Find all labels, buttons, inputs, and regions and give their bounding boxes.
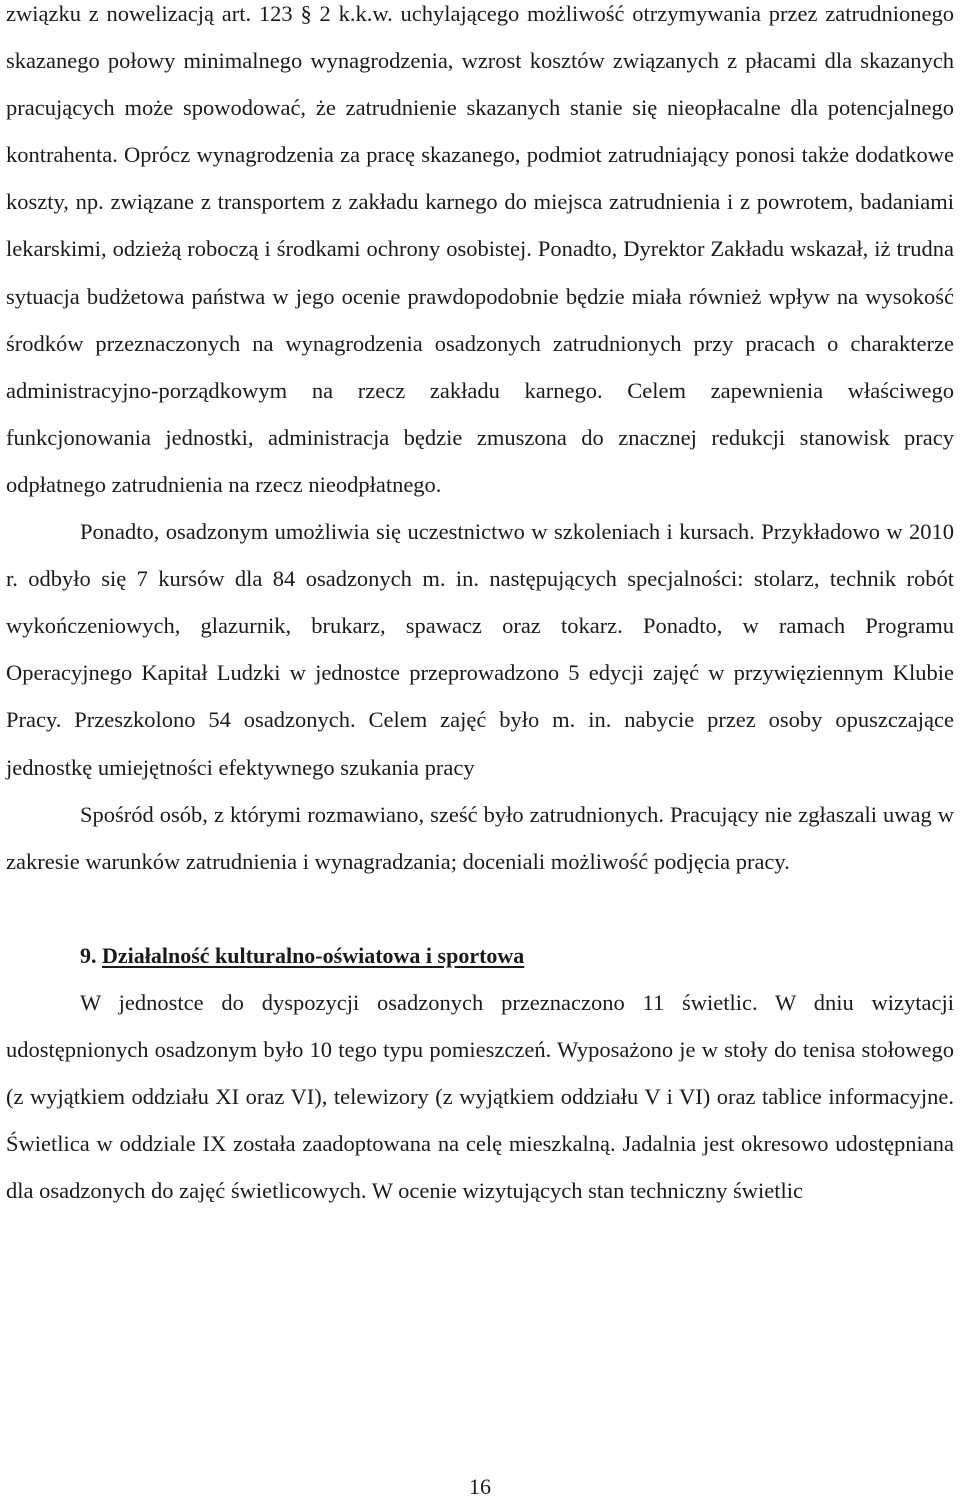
page-number: 16 bbox=[469, 1474, 491, 1499]
section-title: Działalność kulturalno-oświatowa i sportowa bbox=[102, 942, 525, 968]
section-number: 9. bbox=[80, 942, 97, 968]
document-body bbox=[6, 0, 954, 1214]
paragraph: Ponadto, osadzonym umożliwia się uczestnictwo w szkoleniach i kursach. Przykładowo w 2010 r. odbyło się 7 kursów dla 84 osadzonych m. in. następujących specjalności: stolarz, technik robót wykończeniowych, glazurnik, brukarz, spawacz oraz tokarz. Ponadto, w ramach Programu Operacyjnego Kapitał Ludzki w jednostce przeprowadzono 5 edycji zajęć w przywięziennym Klubie Pracy. Przeszkolono 54 osadzonych. Celem zajęć było m. in. nabycie przez osoby opuszczające jednostkę umiejętności efektywnego szukania pracy bbox=[6, 519, 954, 780]
paragraph: W jednostce do dyspozycji osadzonych przeznaczono 11 świetlic. W dniu wizytacji udostępnionych osadzonym było 10 tego typu pomieszczeń. Wyposażono je w stoły do tenisa stołowego (z wyjątkiem oddziału XI oraz VI), telewizory (z wyjątkiem oddziału V i VI) oraz tablice informacyjne. Świetlica w oddziale IX została zaadoptowana na celę mieszkalną. Jadalnia jest okresowo udostępniana dla osadzonych do zajęć świetlicowych. W ocenie wizytujących stan techniczny świetlic bbox=[6, 989, 954, 1204]
paragraph: Spośród osób, z którymi rozmawiano, sześć było zatrudnionych. Pracujący nie zgłaszali uwag w zakresie warunków zatrudnienia i wynagradzania; doceniali możliwość podjęcia pracy. bbox=[6, 801, 954, 874]
section-spacer bbox=[6, 885, 954, 932]
section-heading bbox=[6, 932, 954, 979]
paragraph: związku z nowelizacją art. 123 § 2 k.k.w. uchylającego możliwość otrzymywania przez zatrudnionego skazanego połowy minimalnego wynagrodzenia, wzrost kosztów związanych z płacami dla skazanych pracujących może spowodować, że zatrudnienie skazanych stanie się nieopłacalne dla potencjalnego kontrahenta. Oprócz wynagrodzenia za pracę skazanego, podmiot zatrudniający ponosi także dodatkowe koszty, np. związane z transportem z zakładu karnego do miejsca zatrudnienia i z powrotem, badaniami lekarskimi, odzieżą roboczą i środkami ochrony osobistej. Ponadto, Dyrektor Zakładu wskazał, iż trudna sytuacja budżetowa państwa w jego ocenie prawdopodobnie będzie miała również wpływ na wysokość środków przeznaczonych na wynagrodzenia osadzonych zatrudnionych przy pracach o charakterze administracyjno-porządkowym na rzecz zakładu karnego. Celem zapewnienia właściwego funkcjonowania jednostki, administracja będzie zmuszona do znacznej redukcji stanowisk pracy odpłatnego zatrudnienia na rzecz nieodpłatnego. bbox=[6, 1, 954, 497]
